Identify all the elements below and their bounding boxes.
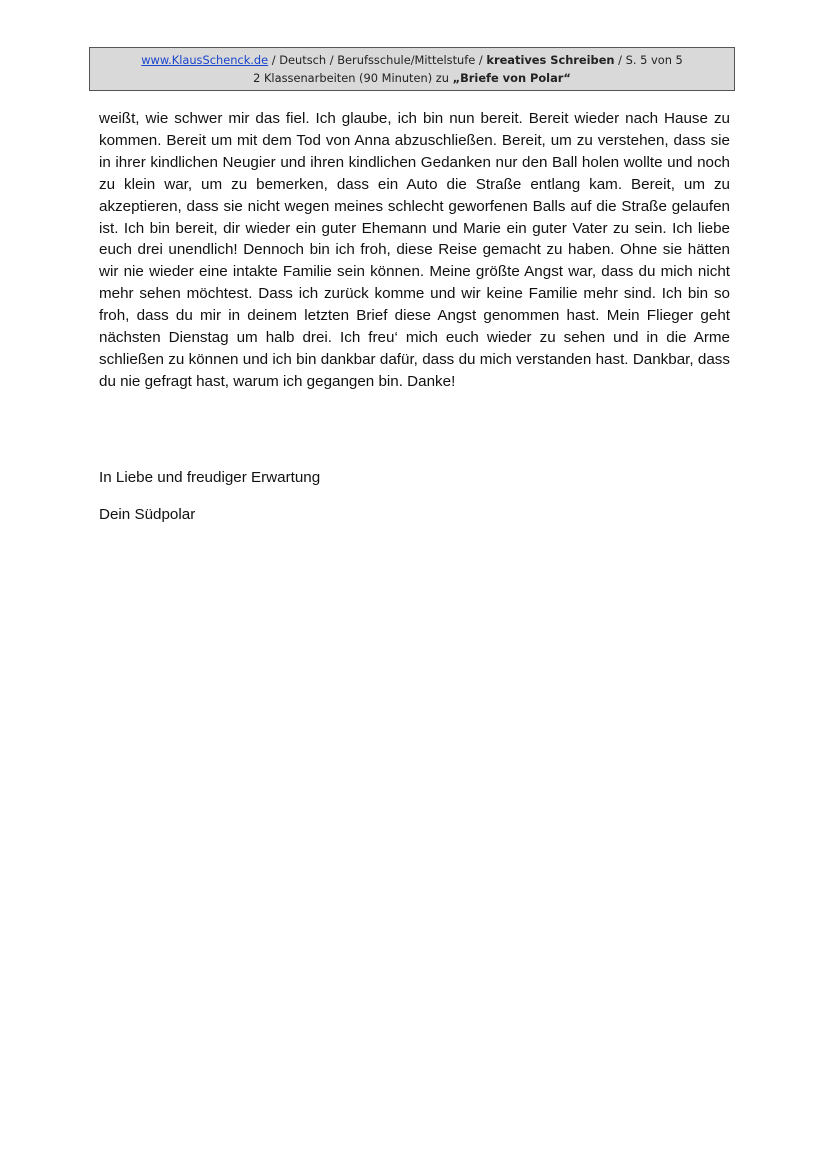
header-separator: / [475, 53, 487, 67]
header-exam-info: 2 Klassenarbeiten (90 Minuten) zu [253, 71, 453, 85]
header-book-title: „Briefe von Polar“ [452, 71, 571, 85]
page-number: S. 5 von 5 [625, 53, 683, 67]
page-header [89, 47, 735, 91]
header-separator: / [326, 53, 338, 67]
header-separator: / [614, 53, 626, 67]
website-link[interactable]: www.KlausSchenck.de [141, 53, 269, 67]
header-line-1 [90, 51, 734, 69]
header-subject: Deutsch [279, 53, 327, 67]
letter-body: weißt, wie schwer mir das fiel. Ich glaube, ich bin nun bereit. Bereit wieder nach Hause zu kommen. Bereit um mit dem Tod von Anna abzuschließen. Bereit, um zu verstehen, dass sie in ihrer kindlichen Neugier und ihren kindlichen Gedanken nur den Ball holen wollte und noch zu klein war, um zu bemerken, dass ein Auto die Straße entlang kam. Bereit, um zu akzeptieren, dass sie nicht wegen meines schlecht geworfenen Balls auf die Straße gelaufen ist. Ich bin bereit, dir wieder ein guter Ehemann und Marie ein guter Vater zu sein. Ich liebe euch drei unendlich! Dennoch bin ich froh, diese Reise gemacht zu haben. Ohne sie hätten wir nie wieder eine intakte Familie sein können. Meine größte Angst war, dass du mich nicht mehr sehen möchtest. Dass ich zurück komme und wir keine Familie mehr sind. Ich bin so froh, dass du mir in deinem letzten Brief diese Angst genommen hast. Mein Flieger geht nächsten Dienstag um halb drei. Ich freu‘ mich euch wieder zu sehen und in die Arme schließen zu können und ich bin dankbar dafür, dass du mich verstanden hast. Dankbar, dass du nie gefragt hast, warum ich gegangen bin. Danke! [99, 110, 730, 390]
header-topic: kreatives Schreiben [486, 53, 615, 67]
header-level: Berufsschule/Mittelstufe [337, 53, 476, 67]
letter-closing: In Liebe und freudiger Erwartung [99, 469, 321, 486]
header-line-2 [90, 69, 734, 87]
header-separator: / [268, 53, 280, 67]
letter-signature: Dein Südpolar [99, 506, 196, 523]
